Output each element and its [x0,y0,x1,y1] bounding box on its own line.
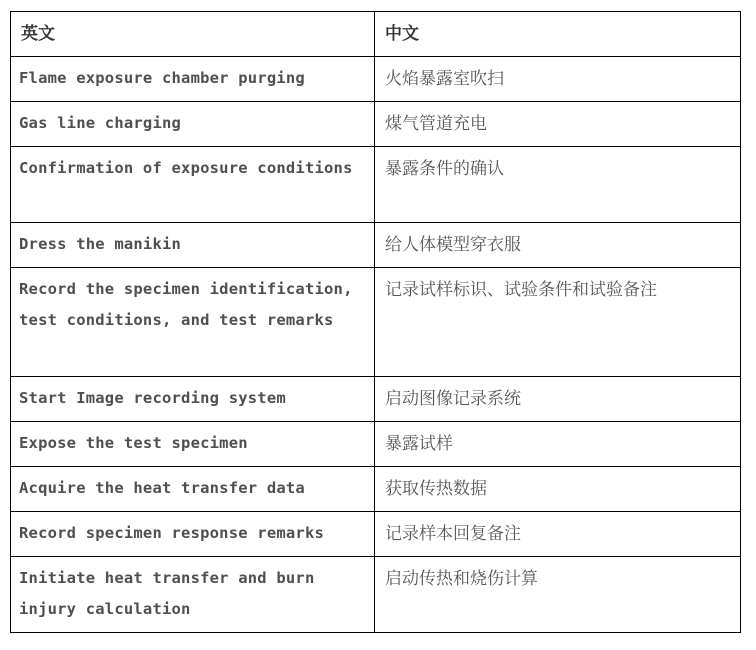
chinese-text: 给人体模型穿衣服 [385,235,521,255]
english-text: Flame exposure chamber purging [19,69,305,87]
english-cell [11,57,375,102]
english-cell [11,147,375,223]
table-row [11,223,741,268]
chinese-text: 记录样本回复备注 [385,524,521,544]
header-english-cell [11,12,375,57]
english-text: Dress the manikin [19,235,182,253]
english-text: Confirmation of exposure conditions [19,159,353,177]
english-cell [11,467,375,512]
table-row [11,147,741,223]
english-text: Record the specimen identification, test conditions, and test remarks [19,280,353,329]
chinese-text: 煤气管道充电 [385,114,487,134]
chinese-cell [375,57,741,102]
chinese-text: 启动传热和烧伤计算 [385,569,538,589]
english-text: Record specimen response remarks [19,524,325,542]
chinese-text: 火焰暴露室吹扫 [385,69,504,89]
chinese-cell [375,102,741,147]
chinese-cell [375,147,741,223]
header-chinese-cell [375,12,741,57]
english-cell [11,102,375,147]
english-text: Initiate heat transfer and burn injury calculation [19,569,315,618]
chinese-text: 启动图像记录系统 [385,389,521,409]
english-text: Acquire the heat transfer data [19,479,305,497]
english-cell [11,422,375,467]
chinese-cell [375,223,741,268]
english-text: Start Image recording system [19,389,286,407]
english-text: Gas line charging [19,114,182,132]
chinese-text: 获取传热数据 [385,479,487,499]
table-row [11,557,741,633]
chinese-cell [375,268,741,377]
chinese-text: 记录试样标识、试验条件和试验备注 [385,280,657,300]
chinese-cell [375,467,741,512]
chinese-cell [375,557,741,633]
table-header-row [11,12,741,57]
translation-table [10,11,741,633]
table-row [11,102,741,147]
chinese-text: 暴露试样 [385,434,453,454]
english-cell [11,512,375,557]
english-cell [11,223,375,268]
chinese-cell [375,377,741,422]
table-row [11,57,741,102]
chinese-cell [375,422,741,467]
table-row [11,268,741,377]
english-text: Expose the test specimen [19,434,248,452]
table-row [11,467,741,512]
header-english: 英文 [21,24,55,44]
english-cell [11,377,375,422]
english-cell [11,268,375,377]
table-row [11,377,741,422]
table-row [11,422,741,467]
header-chinese: 中文 [385,24,419,44]
chinese-text: 暴露条件的确认 [385,159,504,179]
chinese-cell [375,512,741,557]
table-row [11,512,741,557]
english-cell [11,557,375,633]
